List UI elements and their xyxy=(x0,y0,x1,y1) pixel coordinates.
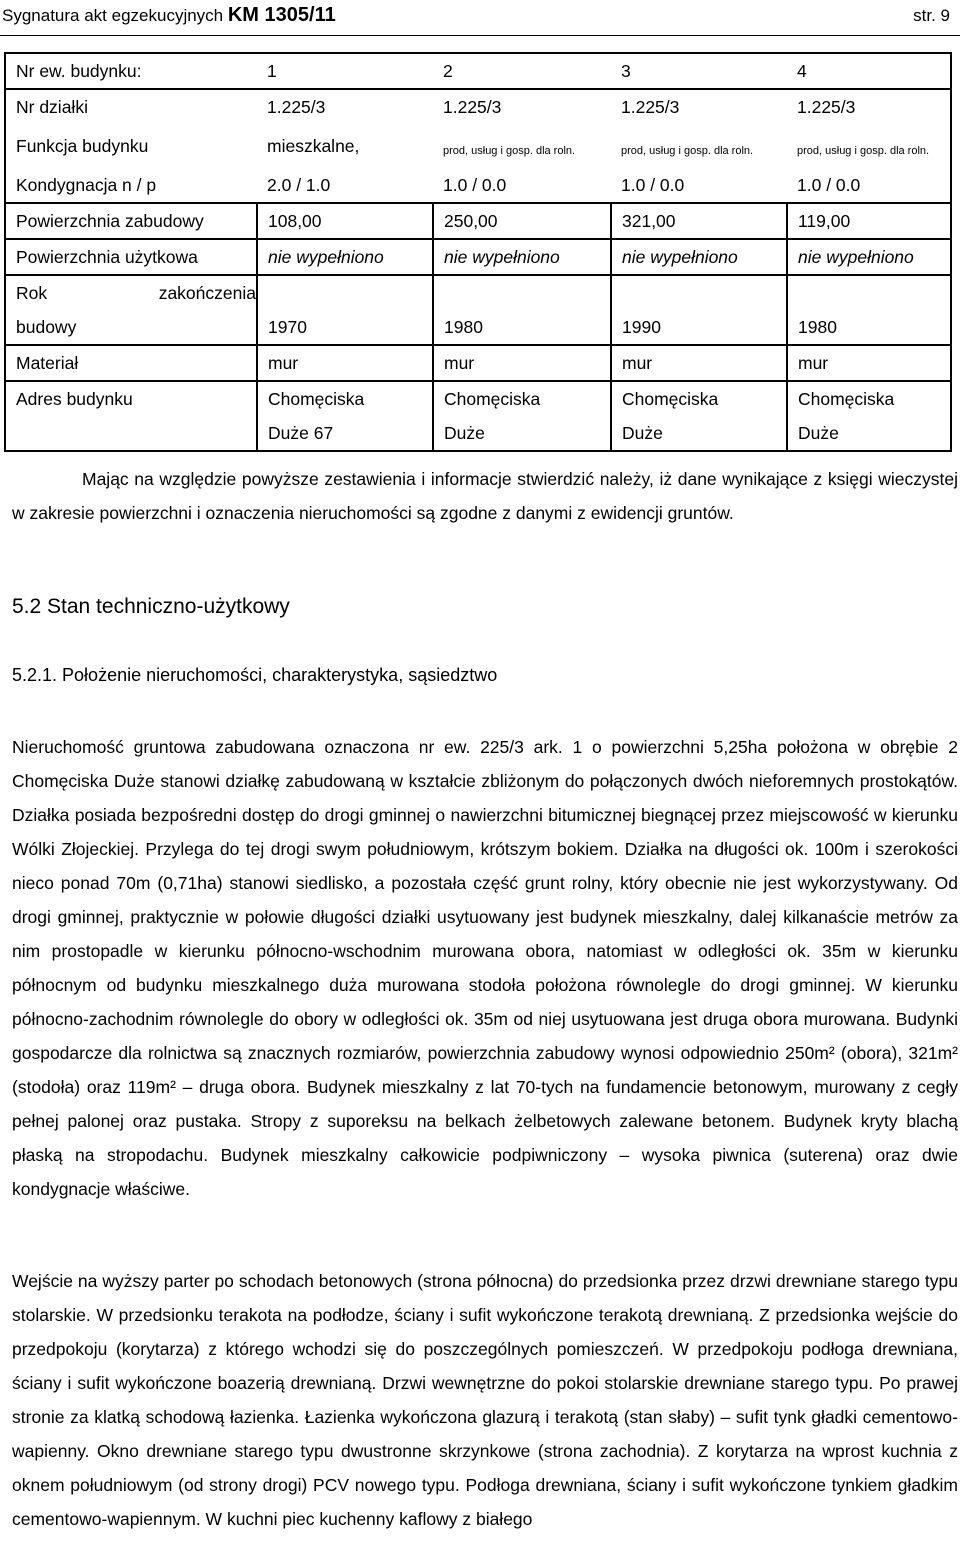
row-label: Funkcja budynku xyxy=(16,135,149,156)
cell xyxy=(433,275,611,310)
cell: mur xyxy=(257,345,433,381)
cell xyxy=(787,275,951,310)
page-number: str. 9 xyxy=(913,6,950,25)
cell: 2.0 / 1.0 xyxy=(267,174,331,195)
row-label: Nr ew. budynku: xyxy=(5,53,257,89)
cell: Duże xyxy=(433,416,611,451)
cell: 108,00 xyxy=(257,203,433,239)
cell: mur xyxy=(611,345,787,381)
table-row xyxy=(5,53,951,89)
cell: 4 xyxy=(787,53,951,89)
page-header xyxy=(0,0,960,36)
buildings-table xyxy=(4,52,952,452)
cell: 1970 xyxy=(257,310,433,345)
cell: 321,00 xyxy=(611,203,787,239)
row-label: budowy xyxy=(16,316,77,337)
row-label: Nr działki xyxy=(16,96,88,117)
summary-paragraph: Mając na względzie powyższe zestawienia i informacje stwierdzić należy, iż dane wynikające z księgi wieczystej w zakresie powierzchni i oznaczenia nieruchomości są zgodne z danymi z ewidencji gruntów. xyxy=(12,469,958,523)
cell: 1.225/3 xyxy=(267,96,326,117)
cell: Chomęciska xyxy=(257,381,433,416)
cell: 1990 xyxy=(611,310,787,345)
cell: mur xyxy=(433,345,611,381)
cell: prod, usług i gosp. dla roln. xyxy=(797,145,930,157)
cell: nie wypełniono xyxy=(787,239,951,275)
cell: Chomęciska xyxy=(787,381,951,416)
signature-label: Sygnatura akt egzekucyjnych xyxy=(2,6,224,25)
cell: 3 xyxy=(611,53,787,89)
cell: mur xyxy=(787,345,951,381)
cell xyxy=(257,275,433,310)
table-row xyxy=(5,310,951,345)
table-row xyxy=(5,239,951,275)
table-row xyxy=(5,203,951,239)
cell: nie wypełniono xyxy=(433,239,611,275)
row-label-part: zakończenia xyxy=(158,282,256,303)
row-label: Adres budynku xyxy=(5,381,257,416)
cell: 119,00 xyxy=(787,203,951,239)
cell: 1980 xyxy=(433,310,611,345)
row-label: Powierzchnia zabudowy xyxy=(5,203,257,239)
table-row xyxy=(5,124,951,168)
cell: 1980 xyxy=(787,310,951,345)
cell: prod, usług i gosp. dla roln. xyxy=(443,145,576,157)
cell: 1.0 / 0.0 xyxy=(443,174,507,195)
row-label xyxy=(5,275,257,310)
cell: 1.225/3 xyxy=(621,96,680,117)
cell: 1.0 / 0.0 xyxy=(621,174,685,195)
cell: Duże xyxy=(787,416,951,451)
cell xyxy=(5,416,257,451)
cell: 1.0 / 0.0 xyxy=(797,174,861,195)
interior-paragraph: Wejście na wyższy parter po schodach betonowych (strona północna) do przedsionka przez drzwi drewniane starego typu stolarskie. W przedsionku terakota na podłodze, ściany i sufit wykończone terakotą drewnianą. Z przedsionka wejście do przedpokoju (korytarza) z którego wchodzi się do poszczególnych pomieszczeń. W przedpokoju podłoga drewniana, ściany i sufit wykończone boazerią drewnianą. Drzwi wewnętrzne do pokoi stolarskie drewniane starego typu. Po prawej stronie za klatką schodową łazienka. Łazienka wykończona glazurą i terakotą (stan słaby) – sufit tynk gładki cementowo-wapienny. Okno drewniane starego typu dwustronne skrzynkowe (strona zachodnia). Z korytarza na wprost kuchnia z oknem południowym (od strony drogi) PCV nowego typu. Podłoga drewniana, ściany i sufit wykończone tynkiem gładkim cementowo-wapiennym. W kuchni piec kuchenny kaflowy z białego xyxy=(12,1271,958,1529)
section-heading: 5.2 Stan techniczno-użytkowy xyxy=(12,595,290,618)
cell: nie wypełniono xyxy=(611,239,787,275)
cell: Duże xyxy=(611,416,787,451)
cell: 2 xyxy=(433,53,611,89)
cell: nie wypełniono xyxy=(257,239,433,275)
cell: mieszkalne, xyxy=(267,135,360,156)
case-signature xyxy=(2,4,336,27)
row-label: Powierzchnia użytkowa xyxy=(5,239,257,275)
table-row xyxy=(5,89,951,124)
row-label: Materiał xyxy=(5,345,257,381)
cell: 1.225/3 xyxy=(797,96,856,117)
cell: prod, usług i gosp. dla roln. xyxy=(621,145,754,157)
signature-number: KM 1305/11 xyxy=(227,4,336,26)
cell: Chomęciska xyxy=(611,381,787,416)
table-row xyxy=(5,416,951,451)
cell xyxy=(611,275,787,310)
row-label-part: Rok xyxy=(16,282,48,303)
table-row xyxy=(5,345,951,381)
table-row xyxy=(5,275,951,310)
subsection-heading: 5.2.1. Położenie nieruchomości, charakterystyka, sąsiedztwo xyxy=(12,665,498,685)
cell: Duże 67 xyxy=(257,416,433,451)
table-row xyxy=(5,381,951,416)
cell: 1.225/3 xyxy=(443,96,502,117)
row-label: Kondygnacja n / p xyxy=(16,174,157,195)
cell: 250,00 xyxy=(433,203,611,239)
table-row xyxy=(5,168,951,203)
cell: 1 xyxy=(257,53,433,89)
location-paragraph: Nieruchomość gruntowa zabudowana oznaczona nr ew. 225/3 ark. 1 o powierzchni 5,25ha położona w obrębie 2 Chomęciska Duże stanowi działkę zabudowaną w kształcie zbliżonym do połączonych dwóch nieforemnych prostokątów. Działka posiada bezpośredni dostęp do drogi gminnej o nawierzchni bitumicznej biegnącej przez miejscowość w kierunku Wólki Złojeckiej. Przylega do tej drogi swym południowym, krótszym bokiem. Działka na długości ok. 100m i szerokości nieco ponad 70m (0,71ha) stanowi siedlisko, a pozostała część grunt rolny, który obecnie nie jest wykorzystywany. Od drogi gminnej, praktycznie w połowie długości działki usytuowany jest budynek mieszkalny, dalej kilkanaście metrów za nim prostopadle w kierunku północno-wschodnim murowana obora, natomiast w odległości ok. 35m w kierunku północnym od budynku mieszkalnego duża murowana stodoła położona równolegle do drogi gminnej. W kierunku północno-zachodnim równolegle do obory w odległości ok. 35m od niej usytuowana jest druga obora murowana. Budynki gospodarcze dla rolnictwa są znacznych rozmiarów, powierzchnia zabudowy wynosi odpowiednio 250m² (obora), 321m² (stodoła) oraz 119m² – druga obora. Budynek mieszkalny z lat 70-tych na fundamencie betonowym, murowany z cegły pełnej palonej oraz pustaka. Stropy z suporeksu na belkach żelbetowych zalewane betonem. Budynek kryty blachą płaską na stropodachu. Budynek mieszkalny całkowicie podpiwniczony – wysoka piwnica (suterena) oraz dwie kondygnacje właściwe. xyxy=(12,737,958,1199)
cell: Chomęciska xyxy=(433,381,611,416)
